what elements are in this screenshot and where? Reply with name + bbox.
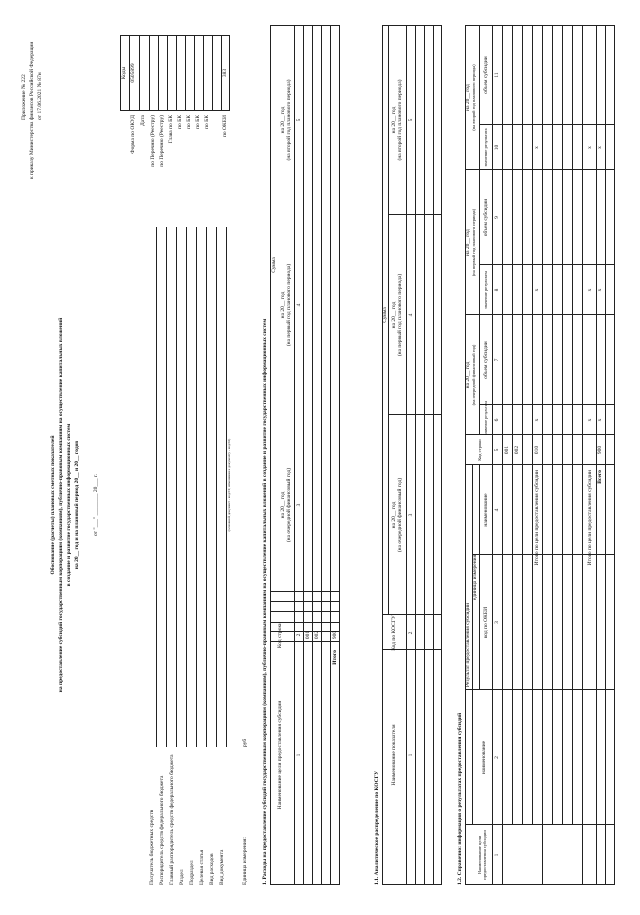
field-target-article: Целевая статья: [199, 849, 205, 885]
s12-col-y2: на 20__ год: [465, 229, 471, 256]
codes-row-1: по Перечню (Реестру): [150, 115, 156, 167]
s11-col-y2: на 20__ год: [391, 301, 397, 329]
s11-num-4: 4: [408, 313, 414, 317]
s12-col-goal: Наименование цели предоставления субсидии: [477, 830, 487, 880]
field-doc-type: Вид документа: [219, 849, 225, 885]
s12-code-010: 010: [534, 445, 540, 455]
s12-col-value-3: значение результата: [483, 128, 488, 167]
form-title-3: в создание и развитие государственных информационных систем: [66, 423, 72, 587]
s11-col-sum: Сумма: [382, 307, 388, 323]
s11-num-5: 5: [408, 118, 414, 122]
s1-col-name: Наименование цели предоставления субсидии: [277, 700, 283, 810]
s12-col-value-2: значение результата: [483, 270, 488, 310]
s12-x-9: x: [597, 146, 603, 149]
s12-col-volume-3: объем субсидии: [483, 56, 489, 94]
s12-code-002: 002: [514, 445, 520, 455]
s12-col-value-1: значение результата: [483, 400, 488, 435]
s12-col-unit: единица измерения: [472, 554, 478, 601]
s1-col-y1b: (на очередной финансовый год): [286, 467, 292, 543]
s12-x-6: x: [587, 146, 593, 149]
form-date: от "___" ________ 20___ г.: [93, 473, 99, 537]
s1-num-1: 1: [296, 753, 302, 757]
codes-form-code: 0505899: [130, 63, 136, 83]
s11-num-2: 2: [408, 631, 414, 635]
s12-col-volume-2: объем субсидии: [483, 198, 489, 237]
unit-label: Единица измерения:: [242, 837, 248, 885]
s1-code-001: 001: [305, 630, 311, 640]
s12-num-8: 8: [494, 288, 500, 292]
s1-col-y3: на 20__ год: [280, 106, 286, 134]
s12-num-10: 10: [494, 144, 500, 151]
codes-box: [120, 35, 230, 111]
s1-col-code: Код строки: [277, 621, 283, 649]
s1-col-y3b: (на второй год планового периода): [286, 79, 292, 161]
s12-col-y3: на 20__ год: [465, 84, 471, 111]
s12-col-y2b: (на первый год планового периода): [471, 208, 476, 277]
s12-col-y1: на 20__ год: [465, 361, 471, 389]
appendix-line-2: к приказу Министерства финансов Российской Федерации: [29, 41, 35, 179]
field-expense-type: Вид расходов: [209, 853, 215, 885]
s1-num-5: 5: [296, 118, 302, 122]
codes-okei-value: 383: [222, 68, 228, 78]
section-11-heading: 1.1. Аналитическое распределение по КОСГУ: [374, 770, 380, 885]
s12-num-3: 3: [494, 621, 500, 624]
s12-x-3: x: [534, 146, 540, 149]
form-title-4: на 20__ год и на плановый период 20__ и 20__ годов: [74, 440, 80, 570]
s11-col-y1: на 20__ год: [391, 501, 397, 529]
s11-col-y3b: (на второй год планового периода): [397, 79, 403, 161]
s1-num-4: 4: [296, 303, 302, 307]
s12-x-7: x: [597, 418, 603, 422]
codes-row-2: по Перечню (Реестру): [159, 115, 165, 167]
s12-num-9: 9: [494, 216, 500, 219]
codes-row-4: по БК: [177, 115, 183, 129]
codes-row-6: по БК: [195, 115, 201, 129]
s12-col-code: Код строки: [477, 439, 482, 461]
section-12-heading: 1.2. Справочно: информация о результатах предоставления субсидий: [457, 712, 463, 885]
s12-col-res-name: наименование: [481, 740, 487, 775]
s11-col-y1b: (на очередной финансовый год): [397, 477, 403, 553]
s12-col-unit-name: наименование: [483, 493, 489, 527]
field-recipient: Получатель бюджетных средств: [149, 809, 155, 885]
s12-total-label: Всего: [597, 470, 603, 484]
form-title-2: на предоставление субсидий государственным корпорациям (компаниям), публично-правовым компаниям на осуществление капитальных вложений: [58, 317, 64, 693]
appendix-line-1: Приложение № 222: [21, 74, 27, 120]
s12-num-11: 11: [494, 72, 500, 78]
s12-x-4: x: [587, 418, 593, 422]
s12-subtotal-label-2: Итого по цели предоставления субсидии: [587, 470, 593, 566]
s11-col-name: Наименование показателя: [391, 724, 397, 786]
s1-code-002: 002: [314, 630, 320, 640]
s1-col-y1: на 20__ год: [280, 491, 286, 519]
s12-x-1: x: [534, 418, 540, 422]
s1-total-code: 900: [332, 630, 338, 640]
s12-col-okei: код по ОКЕИ: [483, 606, 489, 639]
s12-x-8: x: [597, 288, 603, 292]
codes-form-label: Форма по ОКУД: [130, 115, 136, 154]
s11-col-y2b: (на первый год планового периода): [397, 273, 403, 357]
codes-header: Коды: [121, 66, 127, 80]
s12-subtotal-label-1: Итого по цели предоставления субсидии: [534, 470, 540, 566]
s12-col-y3b: (на второй год планового периода): [471, 64, 476, 131]
s12-x-5: x: [587, 288, 593, 292]
s12-col-result: Результат предоставления субсидии: [465, 602, 471, 688]
codes-date-label: Дата: [140, 115, 146, 126]
s12-num-5: 5: [494, 448, 500, 452]
s12-num-4: 4: [494, 508, 500, 512]
codes-row-5: по БК: [186, 115, 192, 129]
s12-col-y1b: (на очередной финансовый год): [471, 344, 476, 406]
s12-num-7: 7: [494, 358, 500, 362]
codes-okei-label: по ОКЕИ: [222, 115, 228, 138]
s1-num-3: 3: [296, 503, 302, 507]
s12-col-volume-1: объем субсидии: [483, 341, 489, 379]
s11-num-1: 1: [408, 753, 414, 757]
field-section: Раздел: [179, 869, 185, 885]
s1-total-label: Итого: [332, 650, 338, 665]
s1-col-y2b: (на первый год планового периода): [286, 263, 292, 347]
field-manager: Распорядитель средств федерального бюджета: [159, 775, 165, 885]
s11-col-y3: на 20__ год: [391, 106, 397, 134]
appendix-line-3: от 17.06.2021 № 87н: [37, 72, 43, 120]
s12-code-001: 001: [504, 445, 510, 455]
codes-row-7: по БК: [204, 115, 210, 129]
codes-row-3: Глава по БК: [168, 115, 174, 144]
s1-col-sum: Сумма: [271, 257, 277, 273]
s1-col-y2: на 20__ год: [280, 291, 286, 319]
s12-x-2: x: [534, 288, 540, 292]
s12-num-6: 6: [494, 418, 500, 422]
s12-num-2: 2: [494, 756, 500, 759]
form-title-1: Обоснование (расчеты) плановых сметных показателей: [50, 435, 56, 575]
field-subsection: Подраздел: [189, 860, 195, 885]
s12-num-1: 1: [494, 853, 500, 857]
unit-value: руб: [242, 738, 248, 747]
s12-total-code: 900: [597, 445, 603, 455]
s11-col-code: Код по КОСГУ: [391, 615, 397, 651]
field-chief-manager: Главный распорядитель средств федерального бюджета: [169, 754, 175, 885]
doc-kind-hint: (основной документ - код 01; изменения к документу - код 02): [227, 438, 231, 532]
section-1-heading: 1. Расходы на предоставление субсидий государственным корпорациям (компаниям), публично-правовым компаниям на осуществление капитальных вложений в создание и развитие государственных информационных систем: [262, 318, 268, 885]
s11-num-3: 3: [408, 513, 414, 517]
s1-num-2: 2: [296, 633, 302, 637]
